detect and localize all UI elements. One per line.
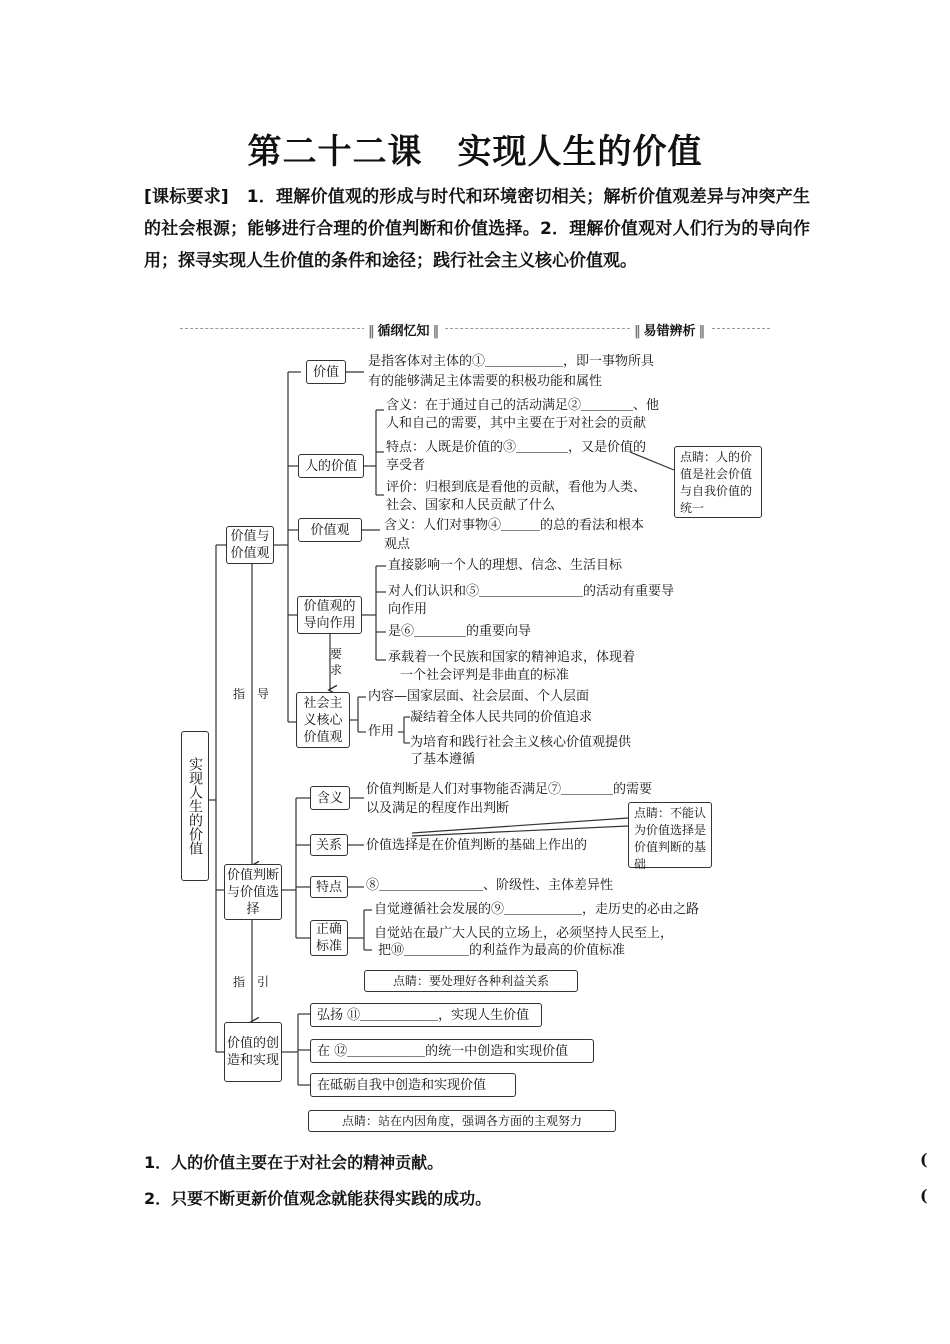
- node-creation-item-2: 在 ⑫＿＿＿＿＿＿的统一中创造和实现价值: [310, 1039, 594, 1063]
- guide-item-2-line2: 向作用: [388, 602, 428, 617]
- question-1: [144, 1150, 443, 1173]
- link-guide-label: 指 导: [233, 687, 270, 701]
- question-2: [144, 1186, 491, 1209]
- node-value: 价值: [306, 360, 346, 384]
- section-mistakes: ‖ 易错辨析 ‖: [630, 320, 709, 339]
- hv-feature-line1: 特点：人既是价值的③＿＿＿＿，又是价值的: [386, 440, 647, 455]
- core-role-item-1: 凝结着全体人民共同的价值追求: [410, 710, 593, 725]
- section-recall: ‖ 循纲忆知 ‖: [364, 320, 443, 339]
- link-direct-label: 指 引: [233, 975, 270, 989]
- branch-creation-and-realization: 价值的创造和实现: [224, 1022, 282, 1082]
- node-guiding-role: 价值观的导向作用: [297, 596, 362, 634]
- guide-item-4-line1: 承载着一个民族和国家的精神追求，体现着: [388, 650, 636, 665]
- hv-meaning-line2: 人和自己的需要，其中主要在于对社会的贡献: [386, 416, 647, 431]
- question-2-number: 2．: [144, 1189, 172, 1208]
- requirements-tag: [课标要求]: [144, 187, 229, 207]
- node-core-values: 社会主义核心价值观: [296, 692, 350, 748]
- guide-item-3: 是⑥＿＿＿＿的重要向导: [388, 624, 532, 639]
- standard-item-1: 自觉遵循社会发展的⑨＿＿＿＿＿＿，走历史的必由之路: [374, 902, 700, 917]
- link-require-label: 要求: [330, 647, 343, 677]
- relation-text: 价值选择是在价值判断的基础上作出的: [366, 838, 588, 853]
- node-correct-standard: 正确标准: [310, 920, 348, 956]
- core-role-label: 作用: [368, 724, 395, 739]
- note-human-value: 点睛：人的价值是社会价值与自我价值的统一: [674, 446, 762, 518]
- vv-def-line1: 含义：人们对事物④＿＿＿的总的看法和根本: [384, 518, 645, 533]
- characteristics-text: ⑧＿＿＿＿＿＿＿＿、阶级性、主体差异性: [366, 878, 614, 893]
- branch-judgment-and-choice: 价值判断与价值选择: [224, 864, 282, 920]
- guide-item-4-line2: 一个社会评判是非曲直的标准: [400, 668, 570, 683]
- branch-value-and-values: 价值与价值观: [226, 526, 274, 564]
- node-judgment-meaning: 含义: [310, 786, 350, 810]
- value-def-line2: 有的能够满足主体需要的积极功能和属性: [368, 374, 603, 389]
- node-creation-item-3: 在砥砺自我中创造和实现价值: [310, 1073, 516, 1097]
- question-1-answer-paren[interactable]: (: [920, 1150, 928, 1169]
- requirements-text: 1．理解价值观的形成与时代和环境密切相关；解析价值观差异与冲突产生的社会根源；能够进行合理的价值判断和价值选择。2．理解价值观对人们行为的导向作用；探寻实现人生价值的条件和途径；践行社会主义核心价值观。: [144, 187, 811, 271]
- core-role-item-2-line1: 为培育和践行社会主义核心价值观提供: [410, 735, 632, 750]
- node-human-value: 人的价值: [298, 454, 364, 478]
- node-values-view: 价值观: [298, 518, 362, 542]
- node-creation-item-1: 弘扬 ⑪＿＿＿＿＿＿，实现人生价值: [310, 1003, 542, 1027]
- hv-meaning-line1: 含义：在于通过自己的活动满足②＿＿＿＿、他: [386, 398, 660, 413]
- note-standard: 点睛：要处理好各种利益关系: [364, 970, 578, 992]
- vv-def-line2: 观点: [384, 537, 411, 552]
- value-def-line1: 是指客体对主体的①＿＿＿＿＿＿，即一事物所具: [368, 354, 655, 369]
- hv-feature-line2: 享受者: [386, 458, 426, 473]
- guide-item-2-line1: 对人们认识和⑤＿＿＿＿＿＿＿＿的活动有重要导: [388, 584, 675, 599]
- hv-eval-line2: 社会、国家和人民贡献了什么: [386, 498, 556, 513]
- core-content: 内容—国家层面、社会层面、个人层面: [368, 689, 590, 704]
- judgment-meaning-line2: 以及满足的程度作出判断: [366, 801, 510, 816]
- node-relation: 关系: [310, 834, 348, 856]
- question-2-answer-paren[interactable]: (: [920, 1186, 928, 1205]
- question-1-text: 人的价值主要在于对社会的精神贡献。: [171, 1153, 444, 1172]
- page-title: 第二十二课 实现人生的价值: [247, 132, 703, 172]
- question-2-text: 只要不断更新价值观念就能获得实践的成功。: [171, 1189, 492, 1208]
- standard-item-2-line2: 把⑩＿＿＿＿＿的利益作为最高的价值标准: [378, 943, 626, 958]
- hv-eval-line1: 评价：归根到底是看他的贡献，看他为人类、: [386, 480, 647, 495]
- node-characteristics: 特点: [310, 876, 348, 898]
- question-1-number: 1．: [144, 1153, 172, 1172]
- standard-item-2-line1: 自觉站在最广大人民的立场上，必须坚持人民至上，: [374, 926, 674, 941]
- note-relation: 点睛：不能认为价值选择是价值判断的基础: [628, 802, 712, 868]
- core-role-item-2-line2: 了基本遵循: [410, 752, 476, 767]
- guide-item-1: 直接影响一个人的理想、信念、生活目标: [388, 558, 623, 573]
- note-creation: 点睛：站在内因角度，强调各方面的主观努力: [308, 1110, 616, 1132]
- root-node: 实现人生的价值: [181, 731, 209, 881]
- judgment-meaning-line1: 价值判断是人们对事物能否满足⑦＿＿＿＿的需要: [366, 782, 653, 797]
